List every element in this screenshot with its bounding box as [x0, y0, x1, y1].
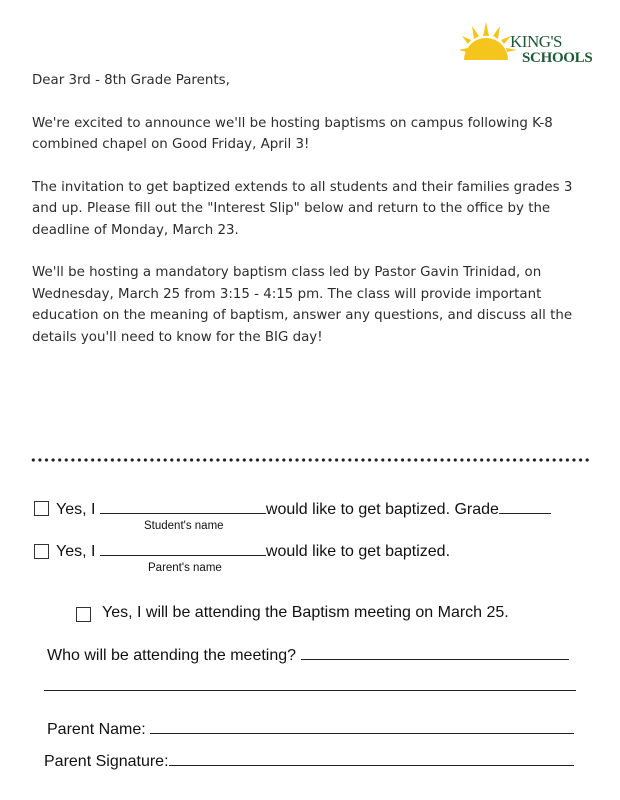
parent-signature-row [44, 751, 574, 771]
student-baptized-label: would like to get baptized. Grade [265, 501, 499, 518]
paragraph-invitation: The invitation to get baptized extends to all students and their families grades 3 and up. Please fill out the "Interest Slip" below and return to the office by the deadline of Monday, March 23. [32, 179, 573, 238]
parent-baptism-checkbox[interactable] [34, 544, 49, 559]
parent-yes-label: Yes, I [56, 543, 96, 560]
who-attending-row [47, 645, 569, 665]
grade-field[interactable] [499, 499, 551, 514]
who-attending-label: Who will be attending the meeting? [47, 647, 297, 664]
parent-name-caption: Parent's name [148, 562, 222, 574]
student-baptism-checkbox[interactable] [34, 501, 49, 516]
parent-name-label: Parent Name: [47, 721, 146, 738]
parent-name-row [47, 719, 574, 739]
parent-name-input-line[interactable] [150, 719, 574, 734]
parent-signature-line[interactable] [169, 751, 574, 766]
parent-baptism-row [56, 541, 450, 561]
student-name-field[interactable] [100, 499, 266, 514]
logo-kings-text: KING'S [510, 32, 563, 51]
parent-baptized-label: would like to get baptized. [265, 543, 451, 560]
who-attending-extra-line[interactable] [44, 690, 576, 691]
student-name-caption: Student's name [144, 520, 224, 532]
greeting: Dear 3rd - 8th Grade Parents, [32, 73, 230, 88]
paragraph-class: We'll be hosting a mandatory baptism class led by Pastor Gavin Trinidad, on Wednesday, March 25 from 3:15 - 4:15 pm. The class will provide important education on the meaning of baptism, answer any questions, and discuss all the details you'll need to know for the BIG day! [32, 265, 573, 345]
student-yes-label: Yes, I [56, 501, 96, 518]
meeting-attendance-checkbox[interactable] [76, 607, 91, 622]
parent-signature-label: Parent Signature: [44, 753, 169, 770]
paragraph-announcement: We're excited to announce we'll be hosting baptisms on campus following K-8 combined chapel on Good Friday, April 3! [32, 115, 553, 152]
who-attending-field[interactable] [301, 645, 569, 660]
student-baptism-row [56, 499, 551, 519]
dotted-cut-line [30, 456, 590, 464]
letter-body [32, 70, 597, 369]
parent-name-field[interactable] [100, 541, 266, 556]
meeting-attendance-label: Yes, I will be attending the Baptism meeting on March 25. [102, 604, 509, 621]
logo-schools-text: SCHOOLS [522, 50, 593, 66]
